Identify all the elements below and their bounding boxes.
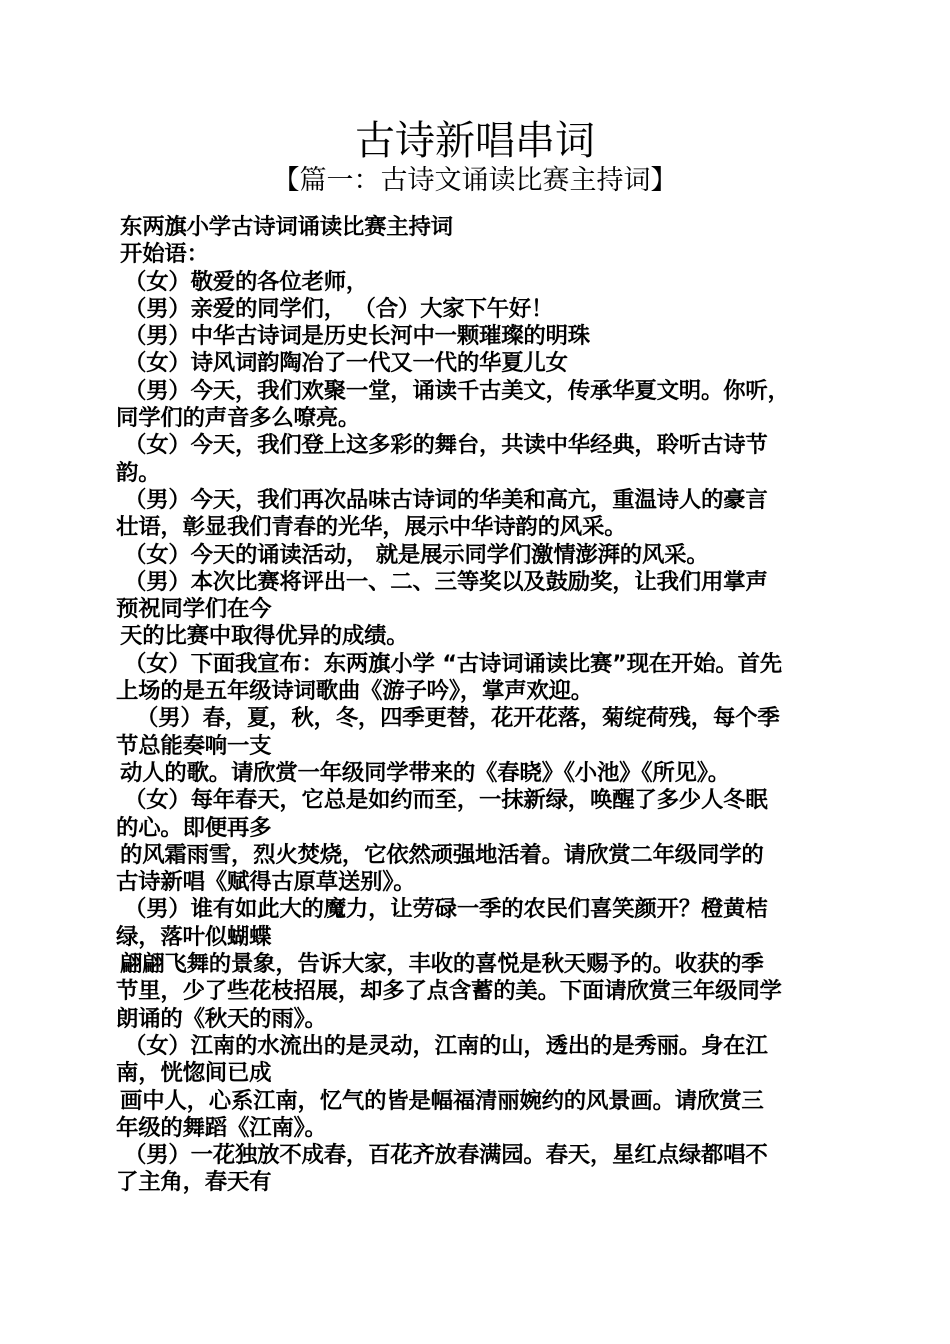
text-line: 同学们的声音多么嘹亮。: [116, 405, 361, 432]
text-line: 韵。: [116, 459, 161, 486]
text-line: 翩翩飞舞的景象，告诉大家，丰收的喜悦是秋天赐予的。收获的季: [120, 951, 764, 978]
text-line: 绿，落叶似蝴蝶: [116, 923, 272, 950]
text-line: 开始语：: [120, 241, 209, 268]
text-line: （女）敬爱的各位老师，: [124, 268, 369, 295]
text-line: （男）今天，我们再次品味古诗词的华美和高亢，重温诗人的豪言: [124, 486, 768, 513]
document-subtitle: 【篇一：古诗文诵读比赛主持词】: [272, 165, 678, 196]
text-line: 动人的歌。请欣赏一年级同学带来的《春晓》《小池》《所见》。: [120, 759, 730, 786]
text-line: （女）今天，我们登上这多彩的舞台，共读中华经典，聆听古诗节: [124, 432, 768, 459]
text-line: 预祝同学们在今: [116, 596, 272, 623]
text-line: （女）今天的诵读活动， 就是展示同学们激情澎湃的风采。: [124, 541, 709, 568]
text-line: 了主角，春天有: [116, 1169, 272, 1196]
text-line: 节总能奏响一支: [116, 732, 272, 759]
text-line: （女）下面我宣布：东两旗小学 “古诗词诵读比赛”现在开始。首先: [124, 650, 782, 677]
text-line: （男）谁有如此大的魔力，让劳碌一季的农民们喜笑颜开？橙黄桔: [124, 896, 768, 923]
text-line: 古诗新唱《赋得古原草送别》。: [116, 869, 416, 896]
text-line: 南，恍惚间已成: [116, 1060, 272, 1087]
text-line: 的风霜雨雪，烈火焚烧，它依然顽强地活着。请欣赏二年级同学的: [120, 841, 764, 868]
text-line: 天的比赛中取得优异的成绩。: [120, 623, 409, 650]
text-line: 节里，少了些花枝招展，却多了点含蓄的美。下面请欣赏三年级同学: [116, 978, 782, 1005]
text-line: （男）今天，我们欢聚一堂，诵读千古美文，传承华夏文明。你听，: [124, 377, 790, 404]
text-line: （男）一花独放不成春，百花齐放春满园。春天，星红点绿都唱不: [124, 1142, 768, 1169]
document-title: 古诗新唱串词: [355, 118, 595, 164]
text-line: 壮语，彰显我们青春的光华，展示中华诗韵的风采。: [116, 514, 627, 541]
text-line: （男）春，夏，秋，冬，四季更替，花开花落，菊绽荷残，每个季: [136, 705, 780, 732]
text-line: （男）本次比赛将评出一、二、三等奖以及鼓励奖，让我们用掌声: [124, 568, 768, 595]
text-line: （男）亲爱的同学们， （合）大家下午好！: [124, 295, 554, 322]
text-line: （男）中华古诗词是历史长河中一颗璀璨的明珠: [124, 323, 591, 350]
text-line: 东两旗小学古诗词诵读比赛主持词: [120, 214, 453, 240]
text-line: 朗诵的《秋天的雨》。: [116, 1005, 327, 1032]
text-line: 上场的是五年级诗词歌曲《游子吟》，掌声欢迎。: [116, 678, 593, 705]
text-line: （女）诗风词韵陶冶了一代又一代的华夏儿女: [124, 350, 568, 377]
text-line: （女）每年春天，它总是如约而至，一抹新绿，唤醒了多少人冬眠: [124, 787, 768, 814]
document-body: [116, 214, 846, 1197]
text-line: 的心。即便再多: [116, 814, 272, 841]
text-line: 画中人，心系江南，忆气的皆是幅福清丽婉约的风景画。请欣赏三: [120, 1087, 764, 1114]
text-line: （女）江南的水流出的是灵动，江南的山，透出的是秀丽。身在江: [124, 1032, 768, 1059]
text-line: 年级的舞蹈《江南》。: [116, 1114, 327, 1141]
